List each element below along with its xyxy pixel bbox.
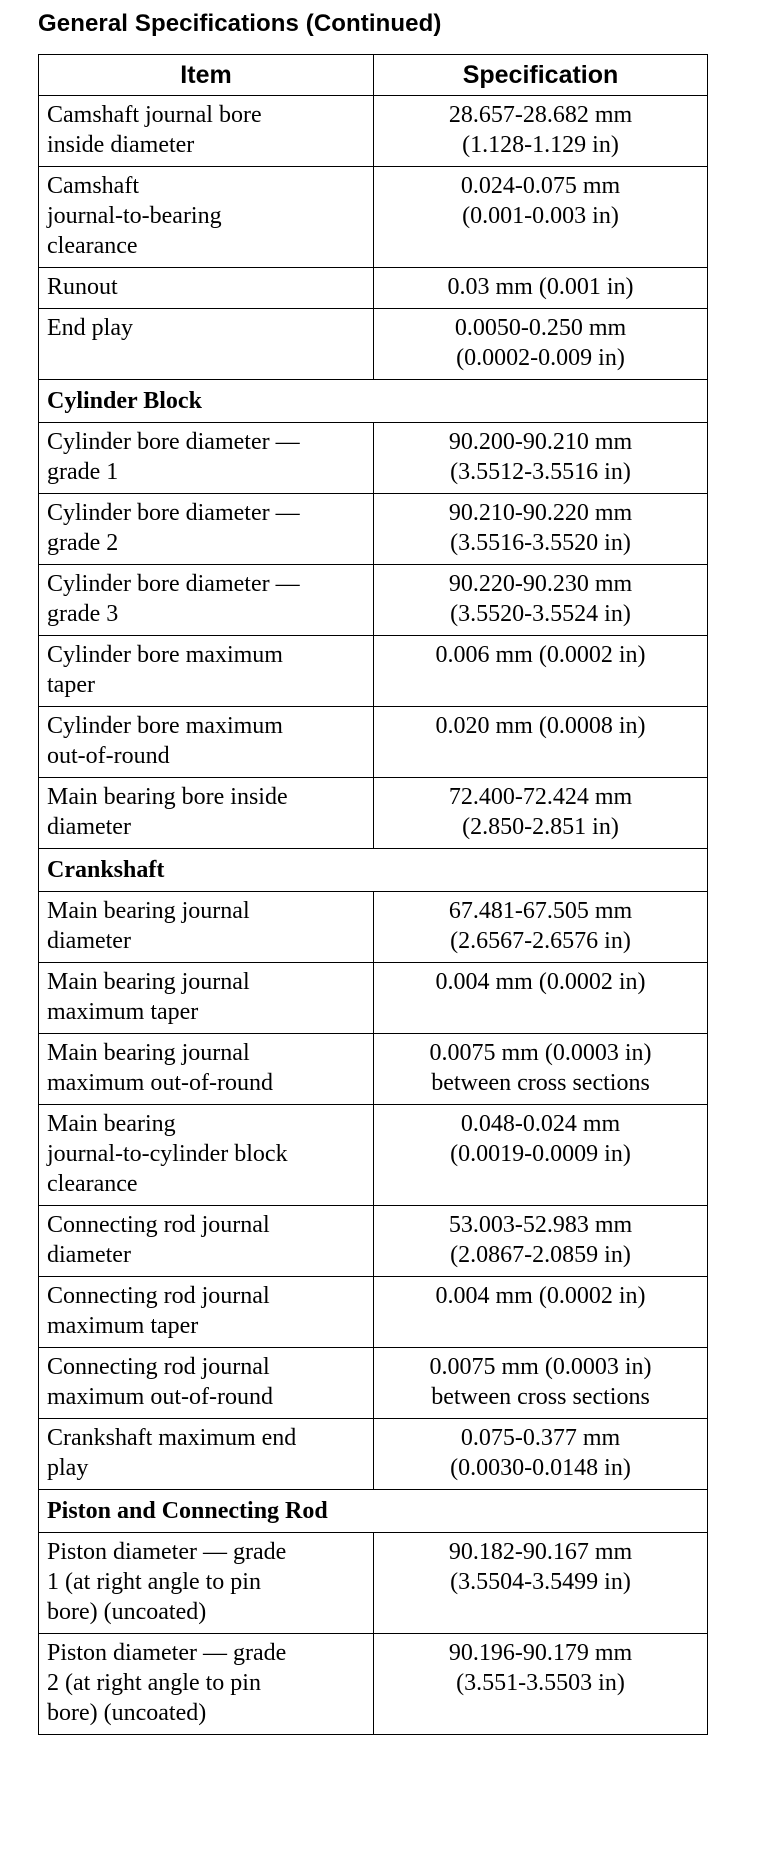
- item-cell: [39, 1105, 374, 1206]
- table-row: [39, 167, 708, 268]
- item-text: out-of-round: [47, 743, 170, 769]
- item-text: grade 3: [47, 601, 119, 627]
- table-body: [39, 96, 708, 1735]
- item-cell: [39, 167, 374, 268]
- item-text: Cylinder bore maximum: [47, 713, 283, 739]
- item-text: 2 (at right angle to pin: [47, 1670, 261, 1696]
- item-text: maximum taper: [47, 999, 199, 1025]
- table-row: [39, 309, 708, 380]
- header-item: Item: [39, 55, 374, 96]
- item-text: maximum out-of-round: [47, 1070, 273, 1096]
- specification-cell: [374, 707, 708, 778]
- specification-text: (3.5512-3.5516 in): [450, 459, 631, 485]
- item-text: Piston diameter — grade: [47, 1640, 287, 1666]
- section-row: [39, 849, 708, 892]
- item-text: journal-to-cylinder block: [47, 1141, 288, 1167]
- item-text: clearance: [47, 233, 138, 259]
- item-text: play: [47, 1455, 89, 1481]
- item-cell: [39, 565, 374, 636]
- specification-text: 0.0075 mm (0.0003 in): [429, 1354, 652, 1380]
- specification-cell: [374, 1533, 708, 1634]
- table-row: [39, 1105, 708, 1206]
- item-cell: [39, 636, 374, 707]
- specification-text: (2.6567-2.6576 in): [450, 928, 631, 954]
- specification-text: 0.03 mm (0.001 in): [447, 274, 634, 300]
- item-text: Connecting rod journal: [47, 1212, 270, 1238]
- specification-text: (3.5516-3.5520 in): [450, 530, 631, 556]
- item-text: Cylinder bore diameter —: [47, 500, 300, 526]
- table-row: [39, 1634, 708, 1735]
- table-row: [39, 636, 708, 707]
- item-text: Camshaft journal bore: [47, 102, 262, 128]
- specification-cell: [374, 565, 708, 636]
- item-text: Main bearing journal: [47, 898, 250, 924]
- table-row: [39, 1348, 708, 1419]
- section-heading: Piston and Connecting Rod: [39, 1490, 708, 1533]
- table-row: [39, 1419, 708, 1490]
- specification-text: (0.0002-0.009 in): [456, 345, 625, 371]
- specification-cell: [374, 167, 708, 268]
- header-specification: Specification: [374, 55, 708, 96]
- specification-cell: [374, 1206, 708, 1277]
- specification-text: (0.001-0.003 in): [462, 203, 619, 229]
- specification-text: (1.128-1.129 in): [462, 132, 619, 158]
- item-text: Cylinder bore diameter —: [47, 429, 300, 455]
- item-text: Main bearing journal: [47, 969, 250, 995]
- specification-text: 0.075-0.377 mm: [460, 1425, 621, 1451]
- item-text: Main bearing bore inside: [47, 784, 288, 810]
- specification-text: 0.006 mm (0.0002 in): [435, 642, 646, 668]
- item-cell: [39, 778, 374, 849]
- item-text: inside diameter: [47, 132, 195, 158]
- specification-cell: [374, 892, 708, 963]
- section-row: [39, 1490, 708, 1533]
- table-row: [39, 565, 708, 636]
- item-cell: [39, 1533, 374, 1634]
- item-text: journal-to-bearing: [47, 203, 222, 229]
- specification-text: 0.0050-0.250 mm: [454, 315, 627, 341]
- item-text: maximum out-of-round: [47, 1384, 273, 1410]
- item-cell: [39, 707, 374, 778]
- item-text: bore) (uncoated): [47, 1700, 207, 1726]
- specification-text: (0.0019-0.0009 in): [450, 1141, 631, 1167]
- item-text: Cylinder bore maximum: [47, 642, 283, 668]
- specification-text: 0.004 mm (0.0002 in): [435, 969, 646, 995]
- item-text: Connecting rod journal: [47, 1354, 270, 1380]
- specification-cell: [374, 778, 708, 849]
- specification-text: 90.200-90.210 mm: [448, 429, 633, 455]
- specification-text: (0.0030-0.0148 in): [450, 1455, 631, 1481]
- table-row: [39, 778, 708, 849]
- item-cell: [39, 96, 374, 167]
- table-row: [39, 423, 708, 494]
- specification-cell: [374, 423, 708, 494]
- specification-cell: [374, 309, 708, 380]
- table-row: [39, 268, 708, 309]
- specification-cell: [374, 1034, 708, 1105]
- item-text: Camshaft: [47, 173, 139, 199]
- item-text: Connecting rod journal: [47, 1283, 270, 1309]
- table-row: [39, 96, 708, 167]
- specification-text: (3.551-3.5503 in): [456, 1670, 625, 1696]
- section-heading: Cylinder Block: [39, 380, 708, 423]
- table-row: [39, 1206, 708, 1277]
- specification-text: 0.0075 mm (0.0003 in): [429, 1040, 652, 1066]
- table-row: [39, 707, 708, 778]
- table-row: [39, 892, 708, 963]
- section-heading: Crankshaft: [39, 849, 708, 892]
- item-text: grade 1: [47, 459, 119, 485]
- item-text: Main bearing journal: [47, 1040, 250, 1066]
- item-text: diameter: [47, 1242, 131, 1268]
- item-cell: [39, 1634, 374, 1735]
- specification-text: (3.5520-3.5524 in): [450, 601, 631, 627]
- item-text: 1 (at right angle to pin: [47, 1569, 261, 1595]
- item-cell: [39, 963, 374, 1034]
- specification-text: 28.657-28.682 mm: [448, 102, 633, 128]
- item-cell: [39, 309, 374, 380]
- specification-text: 90.196-90.179 mm: [448, 1640, 633, 1666]
- specification-cell: [374, 1277, 708, 1348]
- item-cell: [39, 1277, 374, 1348]
- table-row: [39, 963, 708, 1034]
- specification-text: 0.048-0.024 mm: [460, 1111, 621, 1137]
- specification-text: between cross sections: [431, 1384, 650, 1410]
- item-text: taper: [47, 672, 95, 698]
- specification-text: 90.220-90.230 mm: [448, 571, 633, 597]
- item-cell: [39, 423, 374, 494]
- specification-text: 67.481-67.505 mm: [448, 898, 633, 924]
- item-text: maximum taper: [47, 1313, 199, 1339]
- item-text: End play: [47, 315, 133, 341]
- item-text: grade 2: [47, 530, 119, 556]
- table-row: [39, 1277, 708, 1348]
- item-cell: [39, 494, 374, 565]
- specification-cell: [374, 96, 708, 167]
- specification-cell: [374, 1348, 708, 1419]
- table-row: [39, 1533, 708, 1634]
- item-cell: [39, 892, 374, 963]
- section-row: [39, 380, 708, 423]
- table-row: [39, 494, 708, 565]
- item-text: Piston diameter — grade: [47, 1539, 287, 1565]
- specification-text: 0.024-0.075 mm: [460, 173, 621, 199]
- page-title: General Specifications (Continued): [38, 10, 442, 37]
- item-text: Main bearing: [47, 1111, 176, 1137]
- specification-text: 0.004 mm (0.0002 in): [435, 1283, 646, 1309]
- specification-text: 90.182-90.167 mm: [448, 1539, 633, 1565]
- item-text: Runout: [47, 274, 118, 300]
- item-cell: [39, 1348, 374, 1419]
- item-cell: [39, 1206, 374, 1277]
- item-text: clearance: [47, 1171, 138, 1197]
- specification-cell: [374, 636, 708, 707]
- specifications-table: [38, 54, 708, 1735]
- specification-text: 53.003-52.983 mm: [448, 1212, 633, 1238]
- specification-text: 90.210-90.220 mm: [448, 500, 633, 526]
- specification-text: 72.400-72.424 mm: [448, 784, 633, 810]
- specification-text: (2.850-2.851 in): [462, 814, 619, 840]
- specification-text: 0.020 mm (0.0008 in): [435, 713, 646, 739]
- table-row: [39, 1034, 708, 1105]
- specification-cell: [374, 494, 708, 565]
- item-cell: [39, 1034, 374, 1105]
- item-text: bore) (uncoated): [47, 1599, 207, 1625]
- item-text: Cylinder bore diameter —: [47, 571, 300, 597]
- item-text: Crankshaft maximum end: [47, 1425, 297, 1451]
- specification-cell: [374, 268, 708, 309]
- item-cell: [39, 268, 374, 309]
- specification-text: (3.5504-3.5499 in): [450, 1569, 631, 1595]
- table-header-row: [39, 55, 708, 96]
- specification-cell: [374, 1419, 708, 1490]
- specification-cell: [374, 963, 708, 1034]
- specification-text: (2.0867-2.0859 in): [450, 1242, 631, 1268]
- specification-cell: [374, 1105, 708, 1206]
- item-text: diameter: [47, 814, 131, 840]
- specification-text: between cross sections: [431, 1070, 650, 1096]
- specification-cell: [374, 1634, 708, 1735]
- item-text: diameter: [47, 928, 131, 954]
- item-cell: [39, 1419, 374, 1490]
